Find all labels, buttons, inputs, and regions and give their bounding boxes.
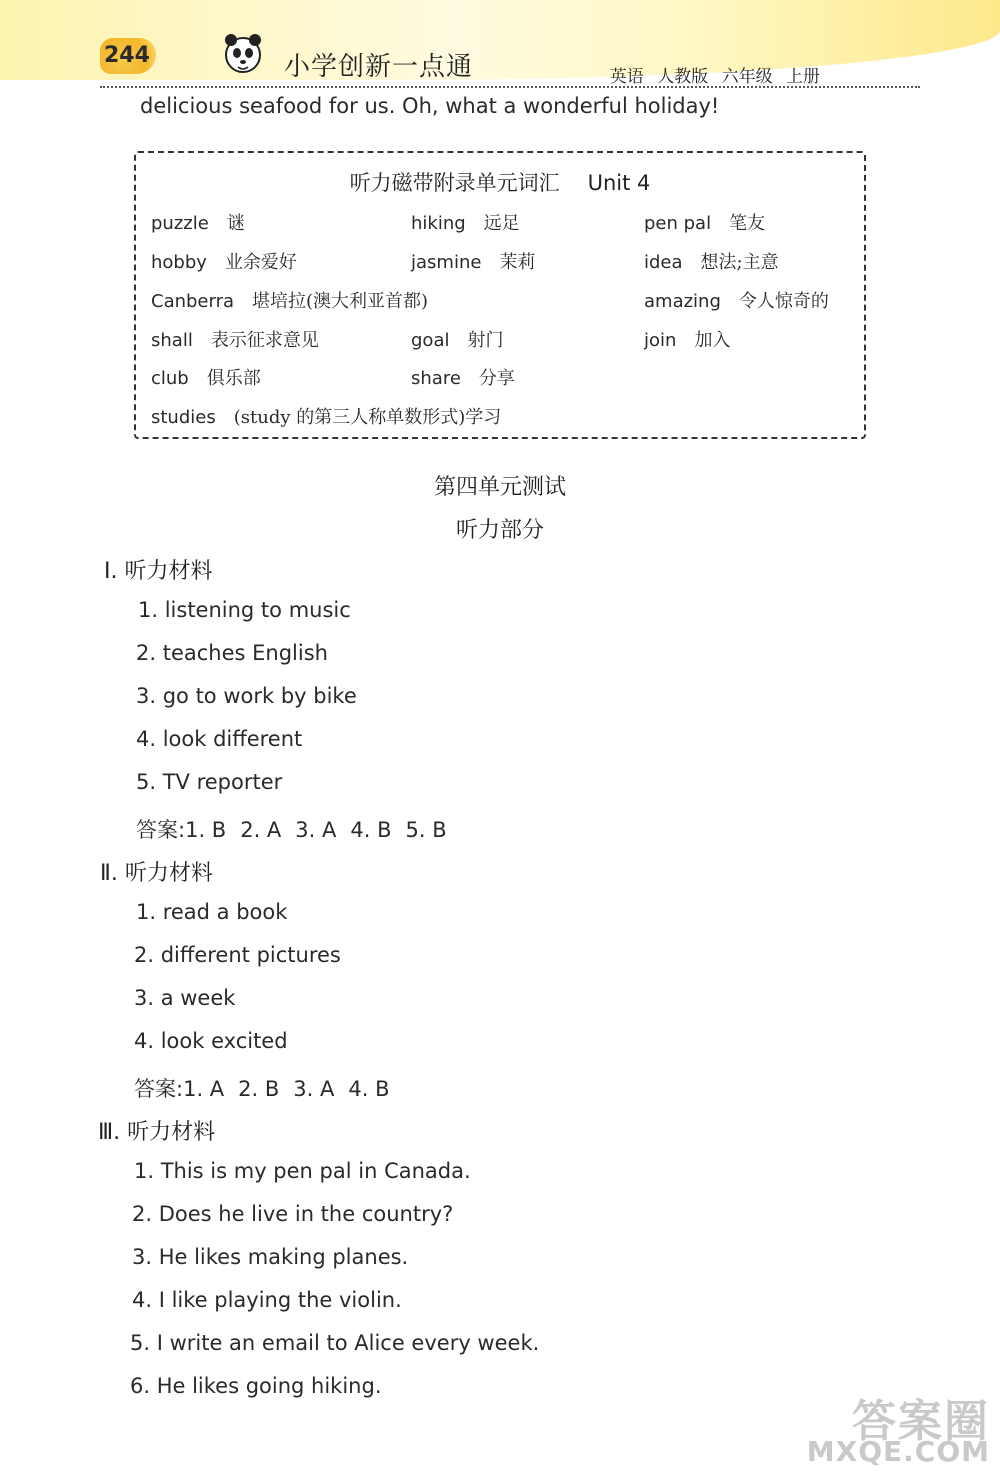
section-heading: Ⅰ. 听力材料 bbox=[104, 559, 213, 584]
list-item: 4. look different bbox=[136, 727, 303, 751]
vocab-item bbox=[644, 326, 730, 352]
vocab-cn: 想法;主意 bbox=[700, 252, 779, 273]
vocab-title bbox=[136, 167, 864, 197]
list-item: 5. I write an email to Alice every week. bbox=[130, 1331, 540, 1355]
list-item: 5. TV reporter bbox=[136, 770, 283, 794]
section-heading: Ⅲ. 听力材料 bbox=[98, 1120, 216, 1145]
vocab-unit: Unit 4 bbox=[587, 171, 651, 195]
list-item: 3. He likes making planes. bbox=[132, 1245, 409, 1269]
vocab-item bbox=[411, 248, 535, 274]
carry-over-text: delicious seafood for us. Oh, what a wonderful holiday! bbox=[140, 94, 720, 118]
vocab-cn: 远足 bbox=[483, 213, 520, 234]
answer: 1. B bbox=[185, 818, 227, 842]
panda-mascot-icon bbox=[218, 28, 268, 78]
list-item: 2. different pictures bbox=[134, 943, 341, 967]
list-item: 2. teaches English bbox=[136, 641, 328, 665]
page-number: 244 bbox=[100, 38, 156, 74]
vocab-en: pen pal bbox=[644, 213, 712, 234]
vocab-cn: 茉莉 bbox=[499, 252, 536, 273]
watermark-logo bbox=[794, 1385, 994, 1469]
list-item: 6. He likes going hiking. bbox=[130, 1374, 382, 1398]
vocab-en: goal bbox=[411, 330, 450, 351]
list-item: 4. I like playing the violin. bbox=[132, 1288, 402, 1312]
vocab-cn: 分享 bbox=[478, 368, 515, 389]
vocab-en: studies bbox=[151, 407, 216, 428]
vocab-box bbox=[134, 151, 866, 439]
list-item: 1. listening to music bbox=[138, 598, 351, 622]
vocab-item bbox=[411, 364, 515, 390]
vocab-item bbox=[151, 248, 297, 274]
answer-line bbox=[136, 814, 461, 844]
vocab-en: hiking bbox=[411, 213, 466, 234]
watermark-url: MXQE.COM bbox=[806, 1435, 990, 1468]
watermark-text: 答案圈 bbox=[852, 1396, 990, 1447]
book-subject: 英语 bbox=[609, 67, 644, 87]
series-title: 小学创新一点通 bbox=[284, 52, 474, 82]
list-item: 1. read a book bbox=[136, 900, 288, 924]
vocab-cn: 业余爱好 bbox=[224, 252, 297, 273]
vocab-cn: 加入 bbox=[694, 330, 731, 351]
answer: 2. A bbox=[240, 818, 282, 842]
vocab-cn: 射门 bbox=[467, 330, 504, 351]
vocab-item bbox=[151, 287, 428, 313]
answer: 1. A bbox=[183, 1077, 225, 1101]
vocab-title-text: 听力磁带附录单元词汇 bbox=[349, 171, 560, 195]
vocab-item bbox=[411, 326, 503, 352]
vocab-cn: 堪培拉(澳大利亚首都) bbox=[252, 291, 429, 312]
section-heading: Ⅱ. 听力材料 bbox=[100, 861, 213, 886]
vocab-item bbox=[151, 364, 261, 390]
vocab-item bbox=[151, 209, 245, 235]
answer: 2. B bbox=[238, 1077, 280, 1101]
vocab-en: hobby bbox=[151, 252, 207, 273]
answer: 5. B bbox=[405, 818, 447, 842]
list-item: 3. a week bbox=[134, 986, 236, 1010]
header-divider bbox=[100, 86, 920, 88]
answer-label: 答案: bbox=[134, 1077, 184, 1101]
book-edition: 人教版 bbox=[657, 67, 709, 87]
vocab-item bbox=[151, 326, 319, 352]
vocab-item bbox=[151, 403, 501, 429]
vocab-item bbox=[644, 209, 765, 235]
vocab-cn: 令人惊奇的 bbox=[738, 291, 829, 312]
vocab-en: club bbox=[151, 368, 189, 389]
vocab-item bbox=[644, 287, 829, 313]
book-info bbox=[602, 62, 820, 87]
vocab-en: share bbox=[411, 368, 461, 389]
answer: 3. A bbox=[293, 1077, 335, 1101]
vocab-item bbox=[411, 209, 520, 235]
book-grade: 六年级 bbox=[721, 67, 773, 87]
vocab-cn: 俱乐部 bbox=[206, 368, 261, 389]
answer-label: 答案: bbox=[136, 818, 186, 842]
vocab-en: Canberra bbox=[151, 291, 235, 312]
answer: 4. B bbox=[348, 1077, 390, 1101]
vocab-en: puzzle bbox=[151, 213, 209, 234]
vocab-cn: 谜 bbox=[226, 213, 245, 234]
list-item: 1. This is my pen pal in Canada. bbox=[134, 1159, 471, 1183]
book-volume: 上册 bbox=[786, 67, 820, 87]
list-item: 2. Does he live in the country? bbox=[132, 1202, 454, 1226]
part-title: 听力部分 bbox=[455, 518, 544, 543]
list-item: 3. go to work by bike bbox=[136, 684, 357, 708]
vocab-en: amazing bbox=[644, 291, 721, 312]
vocab-item bbox=[644, 248, 779, 274]
vocab-en: shall bbox=[151, 330, 193, 351]
answer: 4. B bbox=[350, 818, 392, 842]
answer-line bbox=[134, 1073, 403, 1103]
list-item: 4. look excited bbox=[134, 1029, 288, 1053]
vocab-en: jasmine bbox=[411, 252, 482, 273]
test-title: 第四单元测试 bbox=[433, 475, 566, 500]
vocab-cn: 表示征求意见 bbox=[210, 330, 319, 351]
vocab-en: join bbox=[644, 330, 677, 351]
vocab-cn: (study 的第三人称单数形式)学习 bbox=[233, 407, 502, 428]
vocab-en: idea bbox=[644, 252, 683, 273]
answer: 3. A bbox=[295, 818, 337, 842]
vocab-cn: 笔友 bbox=[729, 213, 766, 234]
